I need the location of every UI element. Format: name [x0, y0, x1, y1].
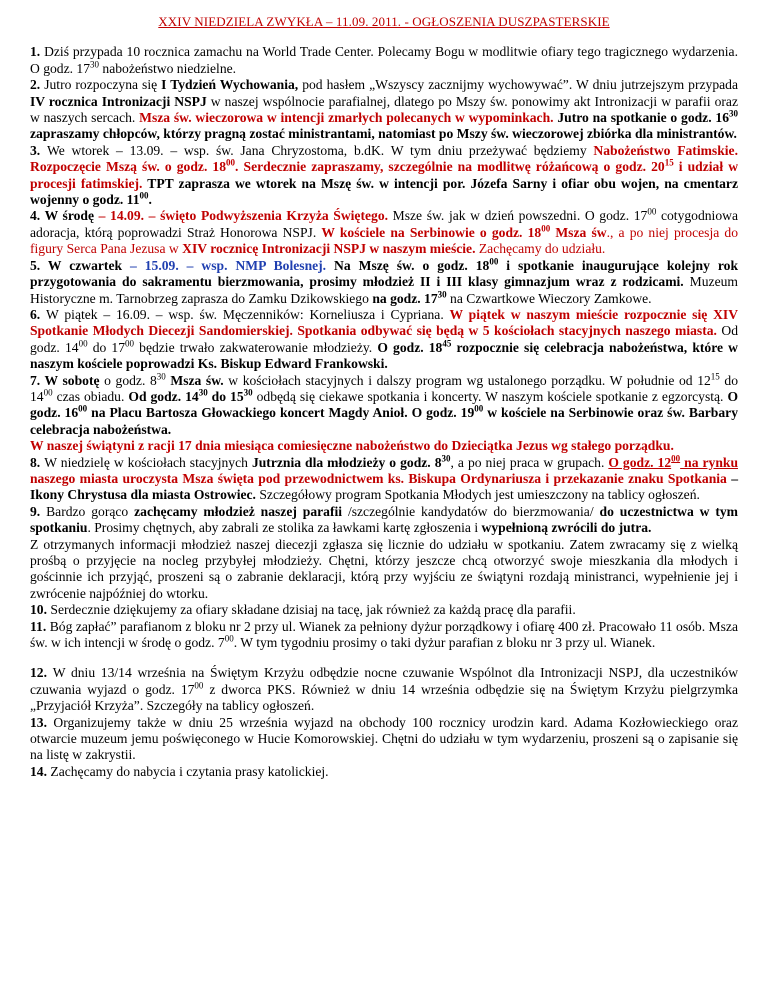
text-run: I Tydzień Wychowania, — [161, 77, 299, 93]
text-run: na Czwartkowe Wieczory Zamkowe. — [446, 290, 652, 306]
text-run: – Ikony Chrystusa dla miasta Ostrowiec. — [30, 470, 738, 503]
text-run: XIV rocznicę Intronizacji NSPJ w naszym mieście. — [182, 241, 476, 257]
superscript-text: 00 — [489, 256, 499, 267]
announcement-paragraph — [30, 208, 738, 257]
text-run: Serdecznie dziękujemy za ofiary składane dzisiaj na tacę, jak również za każdą pracę dla parafii. — [50, 602, 576, 618]
superscript-text: 00 — [647, 206, 657, 217]
text-run: Na Mszę św. o godz. 18 — [326, 257, 490, 273]
text-run: W piątek – 16.09. – wsp. św. Męczenników: Korneliusza i Cypriana. — [46, 306, 450, 322]
text-run: nabożeństwo niedzielne. — [99, 60, 237, 76]
text-run: na godz. 17 — [372, 290, 438, 306]
text-run: Od godz. 14 — [30, 323, 738, 355]
text-run: będzie trwało zakwaterowanie młodzieży. — [134, 339, 378, 355]
announcement-paragraph — [30, 602, 738, 618]
text-run: w kościele na Serbinowie oraz św. Barbary celebracja nabożeństwa. — [30, 405, 738, 437]
text-run: W naszej świątyni z racji 17 dnia miesiąca comiesięczne nabożeństwo do Dzieciątka Jezus wg stałego porządku. — [30, 438, 674, 454]
superscript-text: 00 — [474, 403, 484, 414]
superscript-text: 15 — [710, 371, 720, 381]
announcement-paragraph — [30, 438, 738, 454]
text-run: do uczestnictwa w tym spotkaniu — [30, 503, 739, 536]
superscript-text: 30 — [198, 387, 208, 398]
announcement-paragraph — [30, 77, 738, 143]
superscript-text: 30 — [441, 453, 451, 464]
superscript-text: 00 — [43, 387, 53, 398]
superscript-text: 15 — [664, 157, 674, 168]
text-run: W niedzielę w kościołach stacyjnych — [44, 454, 252, 470]
text-run: Zachęcamy do udziału. — [475, 241, 606, 257]
announcement-paragraph — [30, 143, 738, 209]
text-run: zachęcamy młodzież naszej parafii — [134, 503, 343, 519]
text-run: 7. W sobotę — [30, 372, 105, 388]
text-run: do 15 — [207, 388, 244, 404]
text-run: Msza św — [550, 224, 607, 240]
text-run: /szczególnie kandydatów do bierzmowania/ — [342, 503, 600, 519]
text-run: 12. — [30, 665, 53, 681]
superscript-text: 00 — [78, 403, 88, 414]
text-run: Szczegółowy program Spotkania Młodych jest umieszczony na tablicy ogłoszeń. — [255, 487, 700, 503]
text-run: Organizujemy także w dniu 25 września wyjazd na obchody 100 rocznicy urodzin kard. Adama Kozłowieckiego oraz otwarcie muzeum jemu poświęconego w Hucie Komorowskiej. Chętni do udziału w tym wydarzeniu, proszeni są o zapisanie się na listę w zakrystii. — [30, 714, 738, 763]
superscript-text: 00 — [125, 338, 135, 349]
text-run: 8. — [30, 454, 45, 470]
text-run: w naszej wspólnocie parafialnej, dlatego po Mszy św. ponowimy akt Intronizacji w parafii oraz w naszych sercach. — [30, 93, 739, 126]
text-run: W piątek w naszym mieście rozpocznie się XIV Spotkanie Młodych Diecezji Sandomierskiej. Spotkania odbywać się będą w 5 kościołach stacyjnych naszego miasta. — [30, 306, 739, 339]
announcement-paragraph — [30, 764, 738, 780]
text-run: do 17 — [87, 339, 126, 355]
superscript-text: 00 — [224, 633, 234, 644]
announcement-paragraph — [30, 537, 738, 603]
superscript-text: 30 — [156, 371, 166, 381]
superscript-text: 30 — [90, 59, 100, 70]
text-run: Bóg zapłać” parafianom z bloku nr 2 przy ul. Wianek za pełniony dyżur porządkowy i ofiarę 400 zł. Pracowało 11 osób. Msza św. w ich intencji w środę o godz. 7 — [30, 618, 739, 651]
text-run: w kościołach stacyjnych i dalszy program wg ustalonego porządku. W południe od 12 — [223, 372, 711, 388]
text-run: z dworca PKS. Również w dniu 14 września odbędzie się na Świętym Krzyżu pielgrzymka „Przyjaciół Krzyża”. Szczegóły na tablicy ogłoszeń. — [30, 681, 738, 714]
text-run: 13. — [30, 714, 54, 730]
text-run: 3. — [30, 142, 47, 158]
text-run: W dniu 13/14 września na Świętym Krzyżu odbędzie nocne czuwanie Wspólnot dla Intronizacji NSPJ, dla uczestników czuwania wyjazd o godz. 17 — [30, 665, 739, 697]
text-run: odbędą się ciekawe spotkania i koncerty. W naszym kościele spotkanie z egzorcystą. — [252, 388, 728, 404]
text-run: zapraszamy chłopców, którzy pragną zostać ministrantami, natomiast po Mszy św. wieczorowej zbiórka dla ministrantów. — [30, 126, 737, 142]
superscript-text: 00 — [671, 453, 681, 464]
superscript-text: 30 — [437, 288, 447, 299]
text-run: . — [148, 192, 152, 208]
text-run: na Placu Bartosza Głowackiego koncert Magdy Anioł. O godz. 19 — [87, 405, 475, 421]
text-run: O godz. 12 — [608, 454, 672, 470]
superscript-text: 00 — [541, 223, 551, 234]
text-run: Od godz. 14 — [128, 388, 199, 404]
text-run: – 14.09. – święto Podwyższenia Krzyża Świętego. — [98, 208, 389, 224]
text-run: i udział w procesji fatimskiej. — [30, 159, 739, 191]
text-run: 14. — [30, 763, 51, 779]
announcement-paragraph — [30, 455, 738, 504]
text-run: Nabożeństwo Fatimskie. Rozpoczęcie Mszą św. o godz. 18 — [30, 142, 738, 175]
text-run: . Serdecznie zapraszamy, szczególnie na modlitwę różańcową o godz. 20 — [235, 159, 665, 175]
text-run: , a po niej praca w grupach. — [450, 454, 609, 470]
announcement-paragraph — [30, 504, 738, 537]
text-run: 2. — [30, 77, 45, 93]
text-run: – 15.09. – wsp. NMP Bolesnej. — [130, 257, 327, 273]
text-run: . W tym tygodniu prosimy o taki dyżur parafian z bloku nr 3 przy ul. Wianek. — [233, 635, 656, 651]
text-run: do 14 — [30, 372, 738, 404]
text-run: Jutrznia dla młodzieży o godz. 8 — [251, 454, 442, 470]
text-run: czas obiadu. — [52, 388, 129, 404]
text-run: Msza św. — [165, 372, 224, 388]
superscript-text: 30 — [729, 108, 738, 119]
text-run: Dziś przypada 10 rocznica zamachu na World Trade Center. Polecamy Bogu w modlitwie ofiary tego tragicznego wydarzenia. O godz. 17 — [30, 44, 738, 76]
text-run: rozpocznie się celebracja nabożeństwa, które w naszym kościele poprowadzi Ks. Biskup Edward Frankowski. — [30, 339, 738, 372]
text-run: Msza św. wieczorowa w intencji zmarłych polecanych w wypominkach. — [139, 110, 554, 126]
text-run: pod hasłem „Wszyscy zacznijmy wychowywać”. W dniu jutrzejszym przypada — [298, 77, 738, 93]
text-run: Bardzo gorąco — [46, 503, 135, 519]
announcement-paragraph — [30, 307, 738, 373]
text-run: Muzeum Historyczne m. Tarnobrzeg zaprasza do Zamku Dzikowskiego — [30, 274, 738, 306]
superscript-text: 30 — [243, 387, 253, 398]
text-run: Zachęcamy do nabycia i czytania prasy katolickiej. — [50, 763, 329, 779]
page-title: XXIV NIEDZIELA ZWYKŁA – 11.09. 2011. - OGŁOSZENIA DUSZPASTERSKIE — [158, 14, 610, 29]
text-run: i spotkanie inaugurujące kolejny rok przygotowania do sakramentu bierzmowania, prosimy młodzież II i III klasy gimnazjum wraz z rodzicami. — [30, 257, 739, 290]
text-run: Jutro na spotkanie o godz. 16 — [553, 110, 729, 126]
text-run: 4. W środę — [30, 208, 99, 224]
text-run: O godz. 16 — [30, 388, 739, 421]
announcement-paragraph — [30, 715, 738, 764]
announcement-paragraph — [30, 373, 738, 439]
text-run: O godz. 18 — [377, 339, 443, 355]
announcement-paragraph — [30, 258, 738, 307]
text-run: Z otrzymanych informacji młodzież naszej diecezji zgłasza się licznie do udziału w spotkaniu. Zatem zwracamy się z wielką prośbą o przyjęcie na nocleg przybyłej młodzieży. Chętni, którzy jeszcze chcą otworzyć swoje mieszkania dla młodych i gościnnie ich przyjąć, proszeni są o zabranie deklaracji, którą przy wyjściu ze świątyni rozdają ministranci, wypełnienie jej i zwrócenie najpóźniej do wtorku. — [30, 536, 738, 601]
text-run: o godz. 8 — [104, 372, 157, 388]
text-run: cotygodniowa adoracja, którą poprowadzi Straż Honorowa NSPJ. — [30, 208, 738, 240]
text-run: IV rocznica Intronizacji NSPJ — [30, 93, 207, 109]
text-run: 11. — [30, 618, 50, 634]
superscript-text: 00 — [139, 190, 149, 201]
text-run: We wtorek – 13.09. – wsp. św. Jana Chryzostoma, b.dK. W tym dniu przeżywać będziemy — [46, 142, 594, 158]
text-run: 1. — [30, 44, 45, 60]
text-run: 5. W czwartek — [30, 257, 130, 273]
superscript-text: 00 — [226, 157, 236, 168]
announcements-list — [30, 44, 738, 780]
announcement-paragraph — [30, 44, 738, 77]
superscript-text: 45 — [442, 338, 452, 349]
superscript-text: 00 — [78, 338, 88, 349]
text-run: . Prosimy chętnych, aby zabrali ze stolika za ławkami kartę zgłoszenia i — [87, 520, 482, 536]
text-run: W kościele na Serbinowie o godz. 18 — [321, 224, 542, 240]
text-run: naszego miasta uroczysta Msza święta pod przewodnictwem ks. Biskupa Ordynariusza i przekazanie znaku Spotkania — [30, 470, 727, 486]
text-run: Jutro rozpoczyna się — [44, 77, 162, 93]
text-run: ., a po niej procesja do figury Serca Pana Jezusa w — [30, 224, 738, 257]
announcement-paragraph — [30, 665, 738, 714]
text-run: TPT zaprasza we wtorek na Mszę św. w intencji por. Józefa Sarny i ofiar obu wojen, na cmentarz wojenny o godz. 11 — [30, 175, 738, 208]
announcement-paragraph — [30, 619, 738, 652]
text-run: 10. — [30, 602, 51, 618]
text-run: wypełnioną zwrócili do jutra. — [481, 520, 652, 536]
superscript-text: 00 — [194, 680, 204, 691]
text-run: 9. — [30, 503, 47, 519]
text-run: Msze św. jak w dzień powszedni. O godz. 17 — [388, 208, 648, 224]
text-run: na rynku — [680, 454, 738, 470]
text-run: 6. — [30, 306, 46, 322]
